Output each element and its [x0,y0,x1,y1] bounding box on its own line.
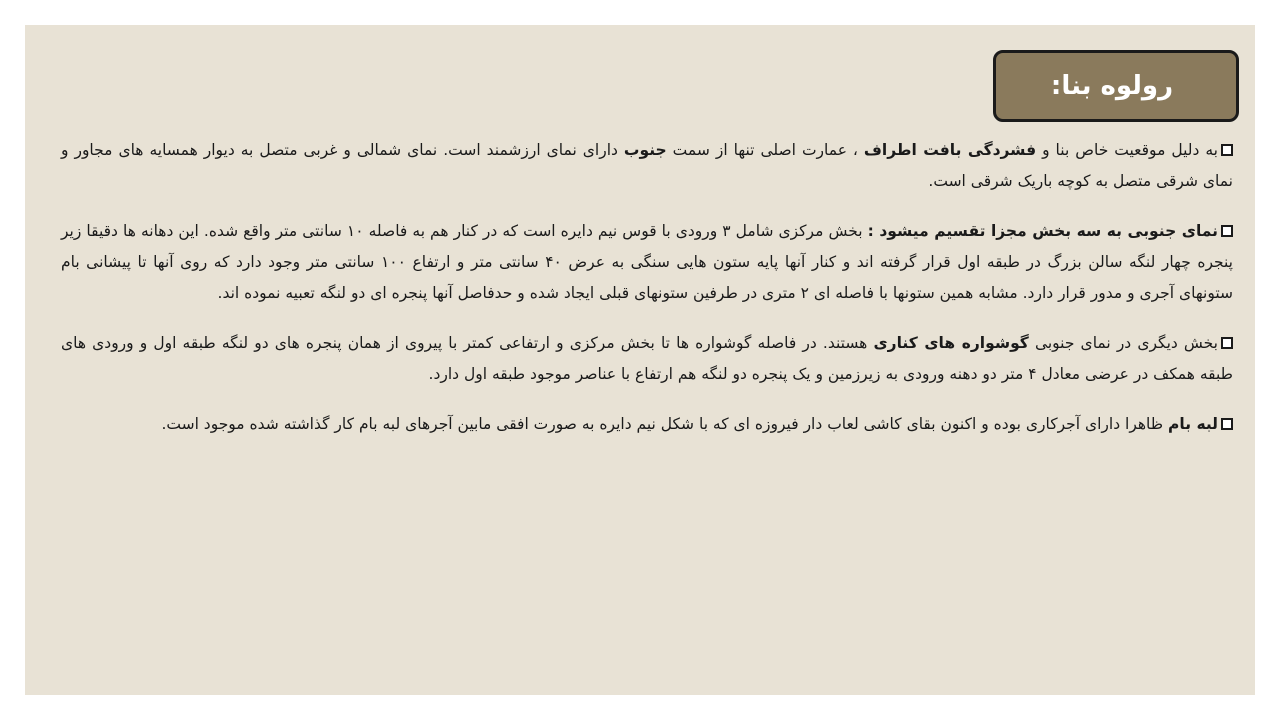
text-span: بخش مرکزی شامل ۳ ورودی با قوس نیم دایره است که در کنار هم به فاصله ۱۰ سانتی متر واقع شده. این دهانه ها دقیقا زیر پنجره چهار لنگه سالن بزرگ در طبقه اول قرار گرفته اند و کنار آنها پایه ستون هایی سنگی به عرض ۴۰ سانتی متر و ارتفاع ۱۰۰ سانتی متر وجود دارد که روی آنها تا پیشانی بام ستونهای آجری و مدور قرار دارد. مشابه همین ستونها با فاصله ای ۲ متری در طرفین ستونهای قبلی ایجاد شده و حدفاصل آنها پنجره ای دو لنگه تعبیه نموده اند. [61,222,1233,302]
paragraph-1 [61,135,1233,197]
bold-text: نمای جنوبی به سه بخش مجزا تقسیم میشود : [867,222,1218,240]
text-span: دارای نمای ارزشمند است. نمای شمالی و غربی متصل به دیوار همسایه های مجاور و نمای شرقی متصل به کوچه باریک شرقی است. [61,141,1233,190]
bold-text: فشردگی بافت اطراف [863,141,1037,159]
text-span: ، عمارت اصلی تنها از سمت [666,141,864,159]
paragraph-2 [61,216,1233,309]
slide-content [61,135,1233,459]
paragraph-4 [61,409,1233,440]
checkbox-bullet-icon [1221,418,1233,430]
paragraph-3 [61,328,1233,390]
title-box [993,50,1239,122]
bold-text: لبه بام [1168,415,1218,433]
checkbox-bullet-icon [1221,144,1233,156]
text-span: ظاهرا دارای آجرکاری بوده و اکنون بقای کاشی لعاب دار فیروزه ای که با شکل نیم دایره به صورت افقی مابین آجرهای لبه بام کار گذاشته شده موجود است. [161,415,1169,433]
text-span: بخش دیگری در نمای جنوبی [1028,334,1218,352]
text-span: هستند. در فاصله گوشواره ها تا بخش مرکزی و ارتفاعی کمتر با پیروی از همان پنجره های دو لنگه طبقه اول و ورودی های طبقه همکف در عرضی معادل ۴ متر دو دهنه ورودی به زیرزمین و یک پنجره دو لنگه هم ارتفاع با عناصر موجود طبقه اول دارد. [61,334,1233,383]
checkbox-bullet-icon [1221,337,1233,349]
text-span: به دلیل موقعیت خاص بنا و [1036,141,1218,159]
slide-title: رولوه بنا: [1050,71,1174,101]
checkbox-bullet-icon [1221,225,1233,237]
bold-text: جنوب [623,141,667,159]
slide [25,25,1255,695]
bold-text: گوشواره های کناری [873,334,1029,352]
